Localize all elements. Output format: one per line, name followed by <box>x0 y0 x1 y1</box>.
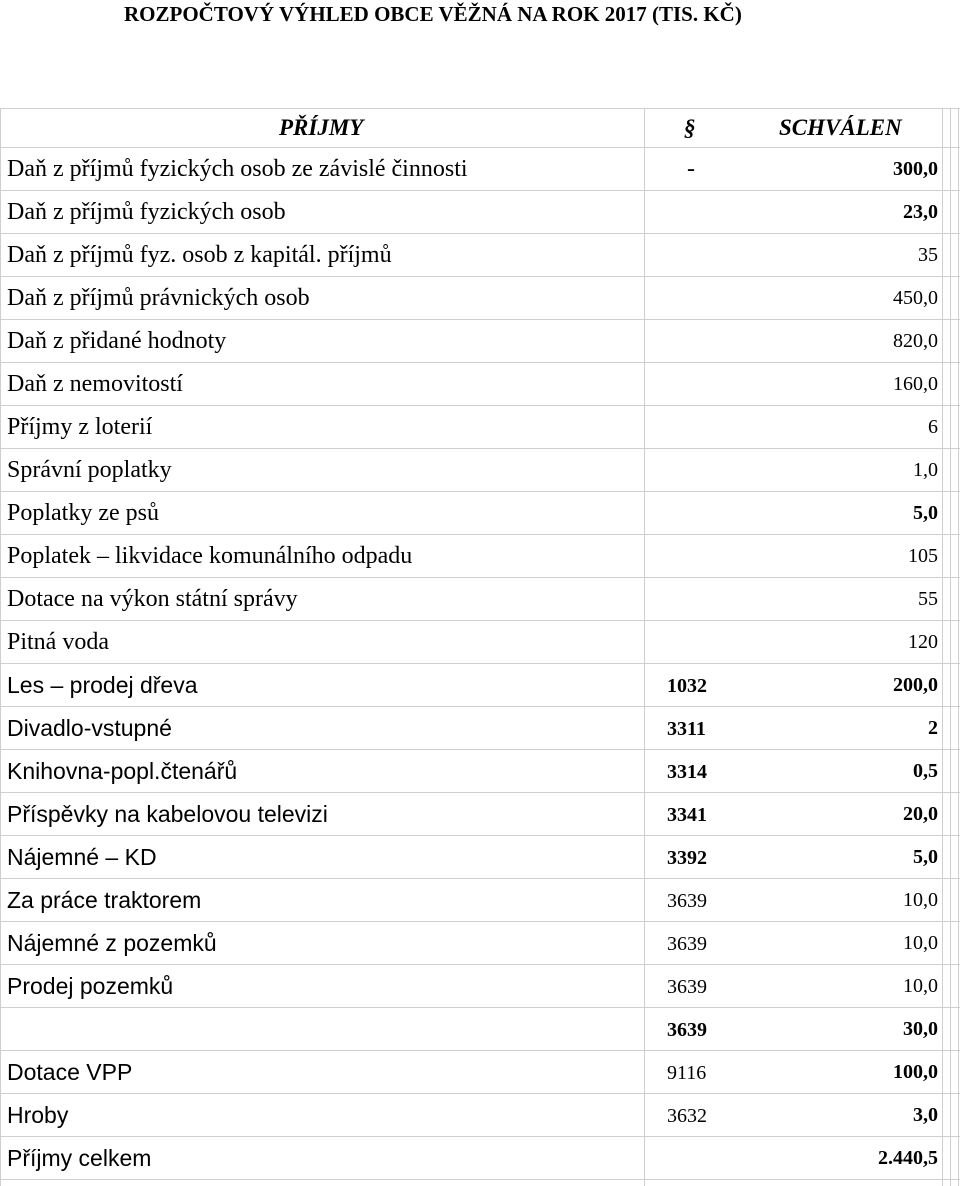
row-value: 10,0 <box>903 889 938 911</box>
table-row <box>0 707 960 750</box>
row-value: 55 <box>918 588 938 610</box>
table-row <box>0 965 960 1008</box>
row-value: 20,0 <box>903 803 938 825</box>
row-code: 3639 <box>667 1019 707 1041</box>
row-label: Daň z příjmů právnických osob <box>7 285 310 311</box>
table-row <box>0 277 960 320</box>
row-value: 3,0 <box>913 1104 938 1126</box>
row-label: Hroby <box>7 1102 69 1128</box>
row-value: 5,0 <box>913 846 938 868</box>
table-row <box>0 1051 960 1094</box>
table-row <box>0 234 960 277</box>
row-label: Daň z přidané hodnoty <box>7 328 227 354</box>
row-code: 9116 <box>667 1062 707 1084</box>
table-row <box>0 1094 960 1137</box>
row-code: 3639 <box>667 890 707 912</box>
row-code: 3639 <box>667 976 707 998</box>
row-label: Dotace VPP <box>7 1059 133 1085</box>
row-value: 0,5 <box>913 760 938 782</box>
row-code: 3392 <box>667 847 707 869</box>
row-value: 35 <box>918 244 938 266</box>
header-schvalen: SCHVÁLEN <box>779 115 902 140</box>
row-value: 105 <box>908 545 938 567</box>
table-row <box>0 922 960 965</box>
row-label: Les – prodej dřeva <box>7 672 198 698</box>
row-label: Příjmy z loterií <box>7 414 153 440</box>
row-label: Daň z příjmů fyzických osob <box>7 199 286 225</box>
row-value: 100,0 <box>893 1061 938 1083</box>
table-row <box>0 621 960 664</box>
table-row <box>0 449 960 492</box>
table-row <box>0 879 960 922</box>
table-body <box>0 148 960 1180</box>
row-value: 5,0 <box>913 502 938 524</box>
table-row <box>0 750 960 793</box>
row-label: Divadlo-vstupné <box>7 715 172 741</box>
row-code: 3311 <box>667 718 706 740</box>
row-label: Příjmy celkem <box>7 1145 152 1171</box>
page-title: ROZPOČTOVÝ VÝHLED OBCE VĚŽNÁ NA ROK 2017 (TIS. KČ) <box>124 2 742 26</box>
table-row <box>0 406 960 449</box>
table-row <box>0 836 960 879</box>
row-value: 120 <box>908 631 938 653</box>
table-row <box>0 578 960 621</box>
row-value: 820,0 <box>893 330 938 352</box>
table-header <box>0 108 960 148</box>
table-row <box>0 492 960 535</box>
table-row <box>0 320 960 363</box>
header-paragraph: § <box>684 115 696 140</box>
row-value: 23,0 <box>903 201 938 223</box>
row-label: Pitná voda <box>7 629 109 655</box>
row-label: Knihovna-popl.čtenářů <box>7 758 238 784</box>
row-code: 3632 <box>667 1105 707 1127</box>
row-label: Nájemné z pozemků <box>7 930 217 956</box>
row-value: 1,0 <box>913 459 938 481</box>
row-label: Správní poplatky <box>7 457 172 483</box>
table-row <box>0 363 960 406</box>
row-value: 30,0 <box>903 1018 938 1040</box>
row-value: 2.440,5 <box>878 1147 938 1169</box>
row-code: 3314 <box>667 761 707 783</box>
row-code: 3639 <box>667 933 707 955</box>
row-value: 200,0 <box>893 674 938 696</box>
table-row <box>0 793 960 836</box>
header-prijmy: PŘÍJMY <box>279 115 364 140</box>
row-value: 6 <box>928 416 938 438</box>
row-label: Daň z příjmů fyz. osob z kapitál. příjmů <box>7 242 392 268</box>
row-label: Za práce traktorem <box>7 887 202 913</box>
row-code: 1032 <box>667 675 707 697</box>
row-value: 2 <box>928 717 938 739</box>
row-value: 450,0 <box>893 287 938 309</box>
row-label: Poplatek – likvidace komunálního odpadu <box>7 543 413 569</box>
row-value: 10,0 <box>903 975 938 997</box>
row-value: 160,0 <box>893 373 938 395</box>
table-row <box>0 148 960 191</box>
row-label: Daň z příjmů fyzických osob ze závislé činnosti <box>7 156 468 182</box>
row-code: - <box>687 156 695 182</box>
table-row <box>0 1137 960 1180</box>
row-label: Příspěvky na kabelovou televizi <box>7 801 328 827</box>
row-value: 10,0 <box>903 932 938 954</box>
table-row <box>0 191 960 234</box>
row-label: Prodej pozemků <box>7 973 174 999</box>
table-row <box>0 535 960 578</box>
row-label: Daň z nemovitostí <box>7 371 183 397</box>
budget-table <box>0 108 960 1180</box>
row-value: 300,0 <box>893 158 938 180</box>
row-code: 3341 <box>667 804 707 826</box>
row-label: Dotace na výkon státní správy <box>7 586 298 612</box>
table-row <box>0 1008 960 1051</box>
row-label: Poplatky ze psů <box>7 500 159 526</box>
table-row <box>0 664 960 707</box>
row-label: Nájemné – KD <box>7 844 157 870</box>
